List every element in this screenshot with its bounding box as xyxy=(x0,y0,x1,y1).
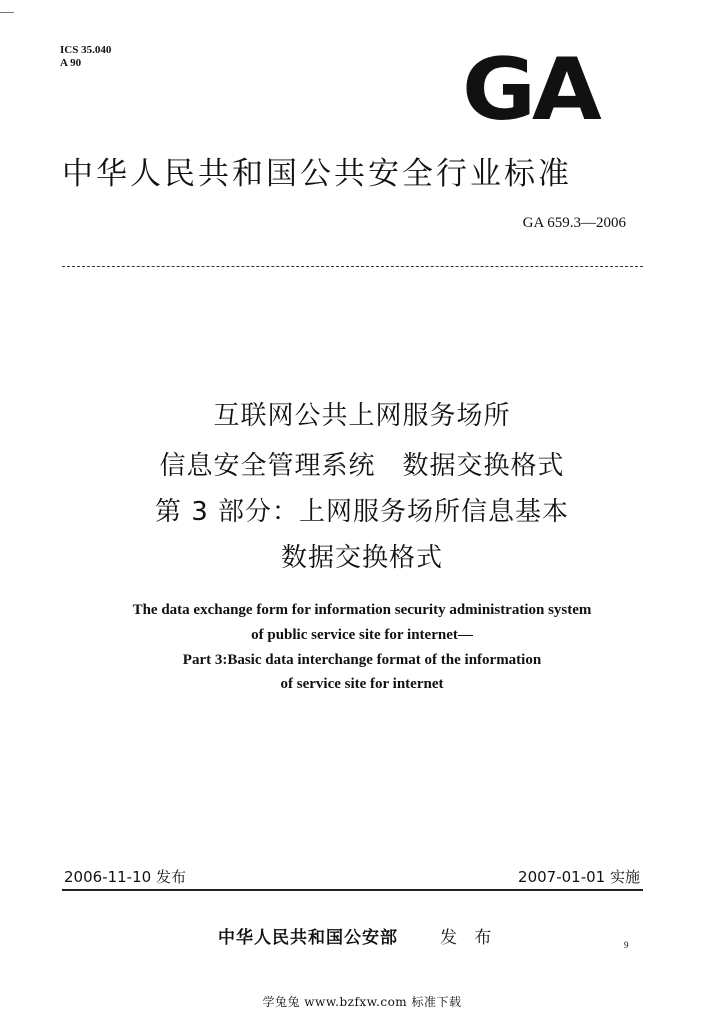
title-en-line-3: Part 3:Basic data interchange format of the information xyxy=(182,652,542,668)
title-cn-line-2: 信息安全管理系统 数据交换格式 xyxy=(159,451,565,481)
implementation-date: 2007-01-01 实施 xyxy=(518,868,640,886)
issue-date: 2006-11-10 发布 xyxy=(64,868,186,886)
ics-code: ICS 35.040 xyxy=(60,44,112,56)
issuing-authority: 中华人民共和国公安部 xyxy=(218,928,398,948)
title-cn-line-3: 第 3 部分：上网服务场所信息基本 xyxy=(154,497,570,527)
footer-watermark-link[interactable]: 学兔兔 www.bzfxw.com 标准下载 xyxy=(262,995,462,1009)
classification-codes xyxy=(60,44,111,70)
ga-logo: GA xyxy=(462,40,598,140)
page-number: 9 xyxy=(624,940,629,950)
title-en-line-1: The data exchange form for information security administration system xyxy=(132,602,592,618)
ccs-code: A 90 xyxy=(60,57,82,69)
title-en-line-4: of service site for internet xyxy=(280,676,444,692)
bottom-divider xyxy=(62,889,643,891)
top-divider xyxy=(62,266,643,267)
standard-title: 中华人民共和国公共安全行业标准 xyxy=(62,156,572,192)
standard-number: GA 659.3—2006 xyxy=(522,215,626,231)
title-cn-line-4: 数据交换格式 xyxy=(280,543,443,573)
corner-mark xyxy=(0,12,14,13)
issue-label: 发 布 xyxy=(440,928,498,948)
title-en-line-2: of public service site for internet— xyxy=(251,627,473,643)
title-cn-line-1: 互联网公共上网服务场所 xyxy=(213,401,511,431)
